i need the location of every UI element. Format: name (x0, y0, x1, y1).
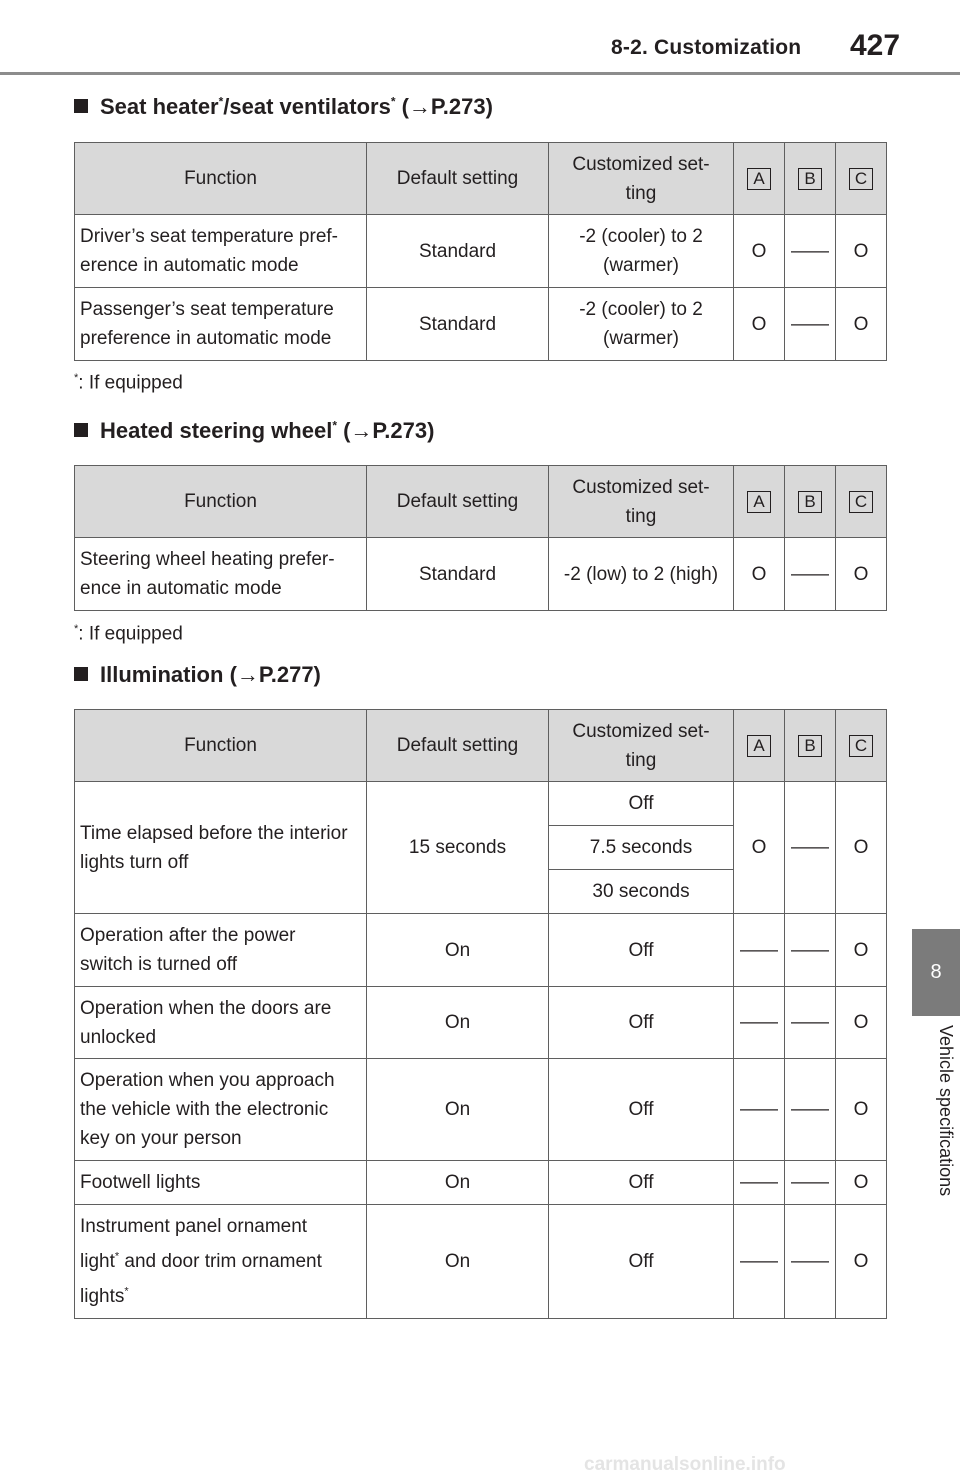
a-cell: —— (734, 1205, 785, 1319)
custom-cell: Off (549, 987, 734, 1059)
c-cell: O (836, 1161, 887, 1205)
col-c: C (836, 466, 887, 538)
table-row (75, 538, 887, 611)
steering-wheel-heading: Heated steering wheel* (→P.273) (74, 418, 434, 444)
col-function: Function (75, 466, 367, 538)
c-cell: O (836, 1205, 887, 1319)
custom-cell: Off (549, 782, 734, 826)
page-reference[interactable]: (→P.273) (336, 418, 435, 443)
col-default: Default setting (367, 710, 549, 782)
default-cell: 15 seconds (367, 782, 549, 914)
custom-cell: -2 (cooler) to 2 (warmer) (549, 288, 734, 361)
function-cell: Operation when you approach the vehicle with the electronic key on your person (75, 1059, 367, 1161)
default-cell: Standard (367, 288, 549, 361)
chapter-number: 8 (930, 961, 942, 983)
b-cell: —— (785, 782, 836, 914)
col-customized: Customized set- ting (549, 143, 734, 215)
illumination-table (74, 709, 887, 1319)
col-c: C (836, 710, 887, 782)
table-row (75, 1205, 887, 1319)
a-cell: O (734, 215, 785, 288)
default-cell: On (367, 1161, 549, 1205)
default-cell: Standard (367, 215, 549, 288)
a-cell: —— (734, 987, 785, 1059)
c-cell: O (836, 538, 887, 611)
table-header-row (75, 710, 887, 782)
table-row (75, 1161, 887, 1205)
watermark: carmanualsonline.info (584, 1454, 786, 1475)
b-cell: —— (785, 914, 836, 987)
col-default: Default setting (367, 466, 549, 538)
footnote: *: If equipped (74, 372, 183, 394)
b-cell: —— (785, 288, 836, 361)
col-b: B (785, 143, 836, 215)
col-b: B (785, 466, 836, 538)
seat-heater-heading: Seat heater*/seat ventilators* (→P.273) (74, 94, 493, 120)
page-reference[interactable]: (→P.277) (223, 662, 321, 687)
b-cell: —— (785, 1059, 836, 1161)
chapter-tab[interactable] (912, 929, 960, 1016)
seat-heater-table (74, 142, 887, 361)
function-cell: Operation when the doors are unlocked (75, 987, 367, 1059)
col-a: A (734, 710, 785, 782)
col-a: A (734, 466, 785, 538)
function-cell: Passenger’s seat temperature preference in automatic mode (75, 288, 367, 361)
b-cell: —— (785, 987, 836, 1059)
col-b: B (785, 710, 836, 782)
custom-cell: 7.5 seconds (549, 826, 734, 870)
function-cell: Instrument panel ornament light* and door trim ornament lights* (75, 1205, 367, 1319)
default-cell: On (367, 987, 549, 1059)
table-header-row (75, 466, 887, 538)
b-cell: —— (785, 215, 836, 288)
function-cell: Footwell lights (75, 1161, 367, 1205)
page-number: 427 (850, 29, 901, 62)
a-cell: —— (734, 914, 785, 987)
c-cell: O (836, 288, 887, 361)
c-cell: O (836, 1059, 887, 1161)
c-cell: O (836, 215, 887, 288)
footnote: *: If equipped (74, 623, 183, 645)
c-cell: O (836, 782, 887, 914)
illumination-heading: Illumination (→P.277) (74, 662, 321, 688)
section-title: 8-2. Customization (611, 36, 802, 59)
a-cell: O (734, 288, 785, 361)
custom-cell: Off (549, 1205, 734, 1319)
square-bullet-icon (74, 99, 88, 113)
col-customized: Customized set- ting (549, 466, 734, 538)
chapter-label: Vehicle specifications (936, 1025, 956, 1197)
table-row (75, 782, 887, 826)
a-cell: O (734, 538, 785, 611)
steering-wheel-table (74, 465, 887, 611)
header-rule (0, 72, 960, 75)
a-cell: O (734, 782, 785, 914)
custom-cell: Off (549, 1059, 734, 1161)
default-cell: On (367, 914, 549, 987)
table-row (75, 288, 887, 361)
table-row (75, 987, 887, 1059)
custom-cell: 30 seconds (549, 870, 734, 914)
col-c: C (836, 143, 887, 215)
custom-cell: Off (549, 1161, 734, 1205)
table-row (75, 1059, 887, 1161)
square-bullet-icon (74, 423, 88, 437)
table-row (75, 215, 887, 288)
col-a: A (734, 143, 785, 215)
c-cell: O (836, 914, 887, 987)
default-cell: Standard (367, 538, 549, 611)
a-cell: —— (734, 1059, 785, 1161)
page-reference[interactable]: (→P.273) (395, 94, 493, 119)
function-cell: Time elapsed before the interior lights turn off (75, 782, 367, 914)
table-row (75, 914, 887, 987)
default-cell: On (367, 1059, 549, 1161)
function-cell: Driver’s seat temperature pref- erence in automatic mode (75, 215, 367, 288)
function-cell: Steering wheel heating prefer- ence in automatic mode (75, 538, 367, 611)
custom-cell: Off (549, 914, 734, 987)
square-bullet-icon (74, 667, 88, 681)
col-function: Function (75, 143, 367, 215)
col-default: Default setting (367, 143, 549, 215)
col-function: Function (75, 710, 367, 782)
function-cell: Operation after the power switch is turned off (75, 914, 367, 987)
custom-cell: -2 (low) to 2 (high) (549, 538, 734, 611)
a-cell: —— (734, 1161, 785, 1205)
c-cell: O (836, 987, 887, 1059)
custom-cell: -2 (cooler) to 2 (warmer) (549, 215, 734, 288)
col-customized: Customized set- ting (549, 710, 734, 782)
b-cell: —— (785, 1205, 836, 1319)
b-cell: —— (785, 1161, 836, 1205)
b-cell: —— (785, 538, 836, 611)
default-cell: On (367, 1205, 549, 1319)
table-header-row (75, 143, 887, 215)
